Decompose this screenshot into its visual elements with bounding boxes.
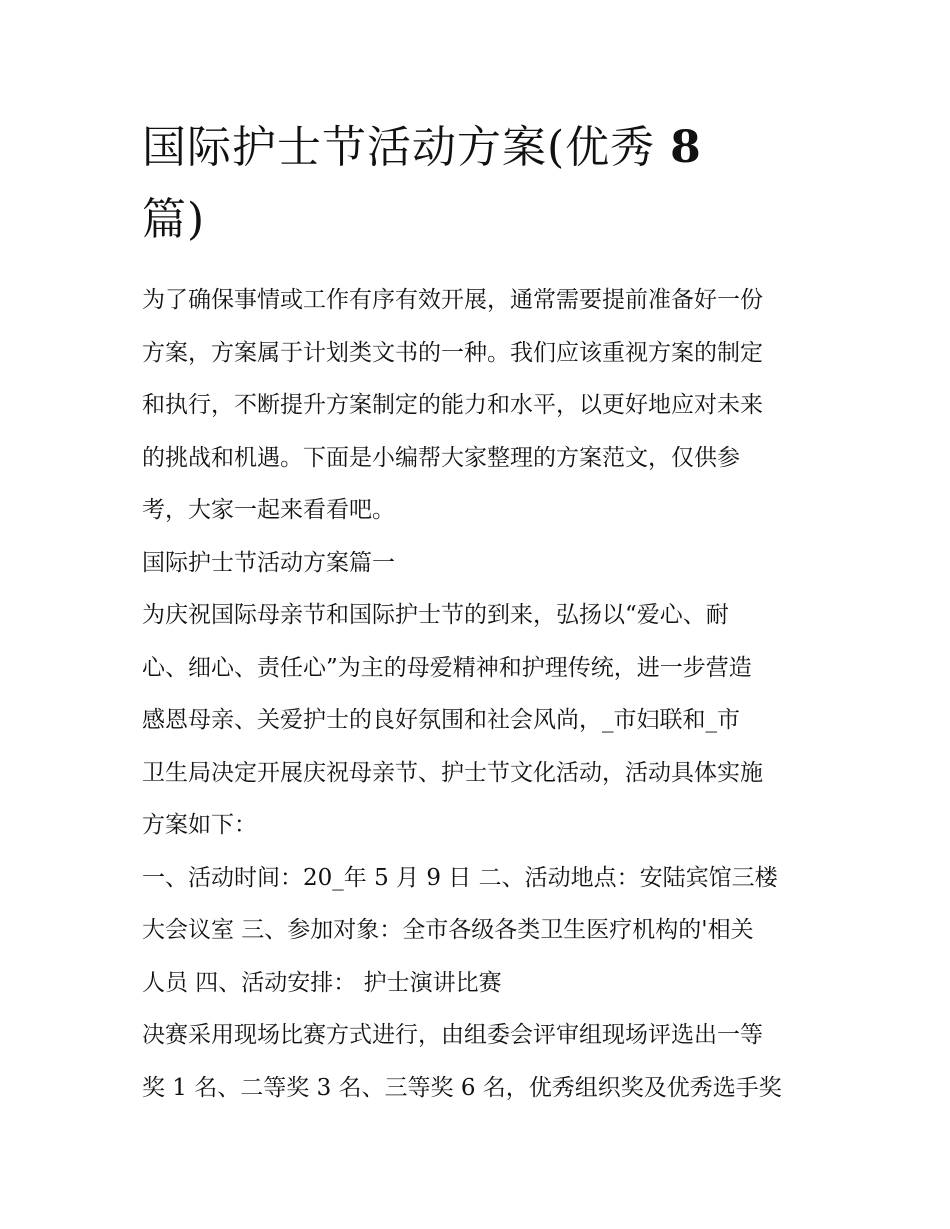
title-line-2: 篇) [142,194,206,245]
intro-line: 的挑战和机遇。下面是小编帮大家整理的方案范文，仅供参 [142,444,740,471]
document-page [142,112,812,1114]
intro-line: 和执行，不断提升方案制定的能力和水平，以更好地应对未来 [142,392,763,418]
intro-paragraph [142,274,812,537]
section1-line: 为庆祝国际母亲节和国际护士节的到来，弘扬以“爱心、耐 [142,602,729,628]
intro-line: 为了确保事情或工作有序有效开展，通常需要提前准备好一份 [142,287,763,313]
intro-line: 考，大家一起来看看吧。 [142,497,395,523]
title-line-1: 国际护士节活动方案(优秀 [142,122,656,173]
details-line: 人员 四、活动安排： 护士演讲比赛 [142,969,502,996]
section1-line: 方案如下： [142,812,257,838]
title-number: 8 [670,122,702,173]
section1-paragraph [142,589,812,852]
details-line: 大会议室 三、参加对象：全市各级各类卫生医疗机构的'相关 [142,917,754,943]
contest-line: 决赛采用现场比赛方式进行，由组委会评审组现场评选出一等 [142,1022,763,1048]
section-heading [142,537,812,590]
section1-line: 卫生局决定开展庆祝母亲节、护士节文化活动，活动具体实施 [142,759,763,786]
details-paragraph [142,852,812,1010]
section1-line: 心、细心、责任心”为主的母爱精神和护理传统，进一步营造 [142,654,752,681]
section-heading-text: 国际护士节活动方案篇一 [142,549,395,576]
contest-line: 奖 1 名、二等奖 3 名、三等奖 6 名，优秀组织奖及优秀选手奖 [142,1074,782,1101]
intro-line: 方案，方案属于计划类文书的一种。我们应该重视方案的制定 [142,339,763,366]
section1-line: 感恩母亲、关爱护士的良好氛围和社会风尚，_市妇联和_市 [142,707,740,733]
document-title [142,112,812,256]
contest-paragraph [142,1009,812,1114]
details-line: 一、活动时间：20_年 5 月 9 日 二、活动地点：安陆宾馆三楼 [142,864,778,891]
